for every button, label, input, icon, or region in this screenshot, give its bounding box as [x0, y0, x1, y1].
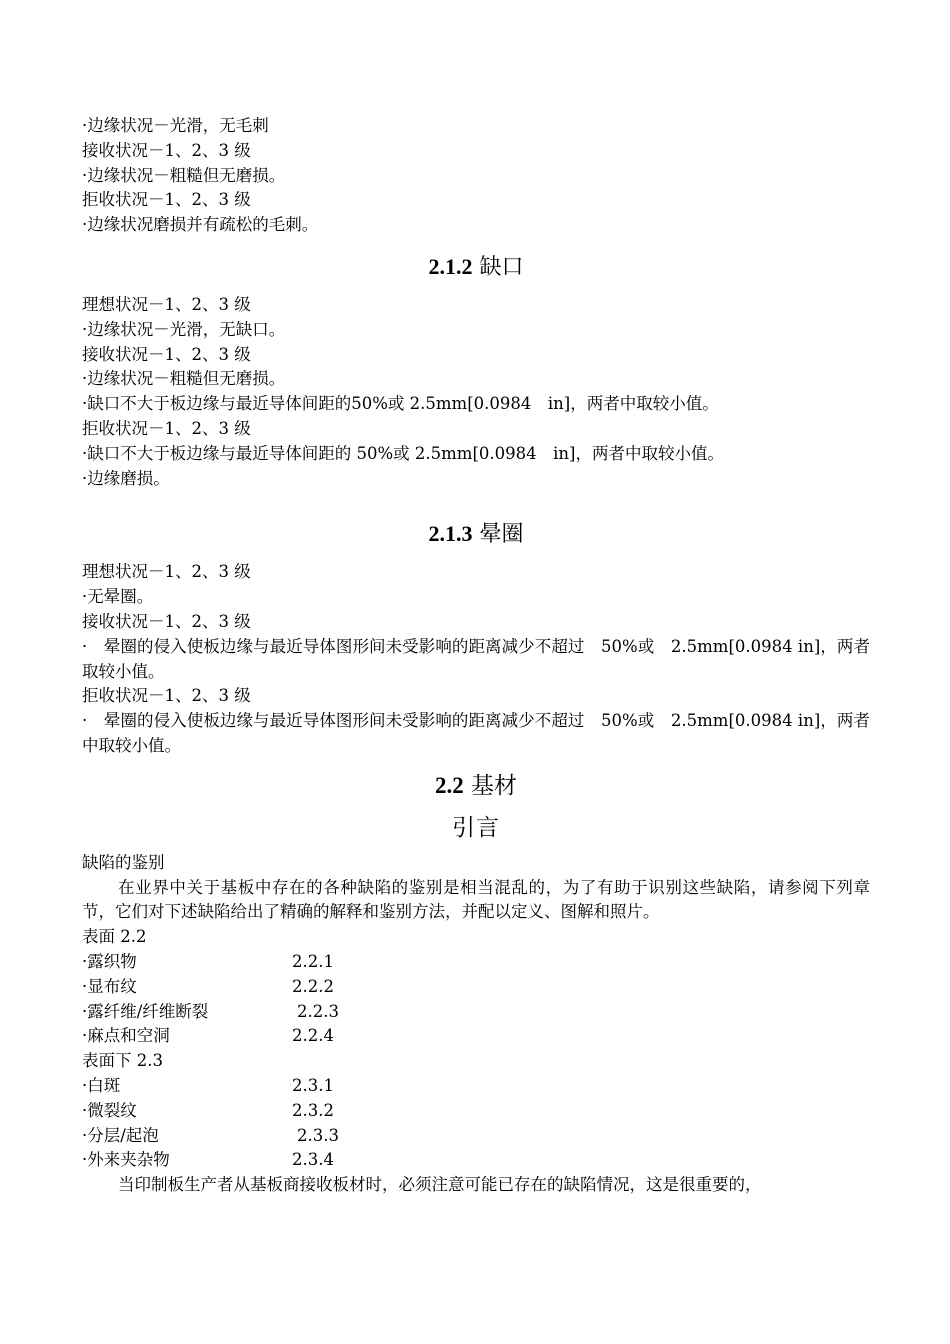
toc-row: [82, 975, 870, 1000]
toc-item-ref: 2.2.1: [292, 951, 334, 971]
paragraph-line: 拒收状况－1、2、3 级: [82, 686, 251, 706]
edge-condition-section: [82, 114, 870, 238]
paragraph-line: 拒收状况－1、2、3 级: [82, 190, 251, 210]
toc-item-name: ·露纤维/纤维断裂: [82, 1001, 209, 1021]
section-2-2-body: [82, 851, 870, 1198]
defect-heading: 缺陷的鉴别: [82, 852, 165, 872]
section-title: 晕圈: [472, 522, 524, 548]
toc-item-name: ·显布纹: [82, 976, 137, 996]
toc-item-ref: 2.3.4: [292, 1150, 334, 1170]
paragraph-line: ·缺口不大于板边缘与最近导体间距的50%或 2.5mm[0.0984 in]，两者中取较小值。: [82, 394, 719, 414]
paragraph-line: 接收状况－1、2、3 级: [82, 140, 251, 160]
toc-row: [82, 950, 870, 975]
section-number: 2.1.3: [428, 521, 473, 547]
toc-item-ref: 2.3.2: [292, 1100, 334, 1120]
toc-item-name: ·外来夹杂物: [82, 1150, 170, 1170]
section-number: 2.2: [434, 772, 464, 798]
toc-item-name: ·麻点和空洞: [82, 1026, 170, 1046]
paragraph-line: 理想状况－1、2、3 级: [82, 562, 251, 582]
closing-paragraph: 当印制板生产者从基板商接收板材时，必须注意可能已存在的缺陷情况，这是很重要的，: [118, 1175, 762, 1195]
toc-item-name: ·白斑: [82, 1075, 121, 1095]
section-title: 基材: [463, 772, 518, 799]
surface-label: 表面 2.2: [82, 927, 147, 947]
toc-row: [82, 1024, 870, 1049]
paragraph-line: ·边缘状况－光滑，无毛刺: [82, 116, 269, 135]
toc-item-ref: 2.2.3: [297, 1001, 339, 1021]
paragraph-line: · 晕圈的侵入使板边缘与最近导体图形间未受影响的距离减少不超过 50%或 2.5mm[0.0984 in]，两者中取较小值。: [82, 711, 870, 755]
toc-item-ref: 2.2.4: [292, 1026, 334, 1046]
paragraph-line: ·缺口不大于板边缘与最近导体间距的 50%或 2.5mm[0.0984 in]，两者中取较小值。: [82, 443, 724, 463]
paragraph-line: ·边缘状况－粗糙但无磨损。: [82, 369, 286, 389]
section-2-1-3-body: [82, 560, 870, 758]
toc-item-ref: 2.2.2: [292, 976, 334, 996]
document-page: [82, 114, 870, 1198]
paragraph-line: 理想状况－1、2、3 级: [82, 294, 251, 314]
toc-row: [82, 1148, 870, 1173]
toc-item-ref: 2.3.3: [297, 1125, 339, 1145]
paragraph-line: · 晕圈的侵入使板边缘与最近导体图形间未受影响的距离减少不超过 50%或 2.5mm[0.0984 in]，两者取较小值。: [82, 636, 870, 681]
section-heading-2-1-2: [82, 252, 870, 283]
toc-item-name: ·微裂纹: [82, 1100, 137, 1120]
toc-row: [82, 1099, 870, 1124]
toc-item-name: ·分层/起泡: [82, 1125, 159, 1145]
paragraph-line: 拒收状况－1、2、3 级: [82, 418, 251, 438]
subsection-title: 引言: [452, 814, 500, 841]
paragraph-line: ·边缘状况－光滑，无缺口。: [82, 319, 286, 339]
subsurface-label: 表面下 2.3: [82, 1051, 163, 1071]
toc-item-name: ·露织物: [82, 951, 137, 971]
toc-item-ref: 2.3.1: [292, 1075, 334, 1095]
paragraph-line: ·边缘磨损。: [82, 468, 170, 488]
section-heading-2-2: [82, 771, 870, 801]
paragraph-line: ·边缘状况－粗糙但无磨损。: [82, 165, 286, 185]
paragraph-line: 接收状况－1、2、3 级: [82, 611, 251, 631]
paragraph-line: ·无晕圈。: [82, 587, 154, 607]
section-title: 缺口: [472, 254, 524, 280]
paragraph-line: ·边缘状况磨损并有疏松的毛刺。: [82, 215, 319, 235]
toc-row: [82, 1074, 870, 1099]
intro-paragraph: 在业界中关于基板中存在的各种缺陷的鉴别是相当混乱的，为了有助于识别这些缺陷，请参阅下列章节，它们对下述缺陷给出了精确的解释和鉴别方法，并配以定义、图解和照片。: [82, 877, 870, 922]
toc-row: [82, 1000, 870, 1025]
paragraph-line: 接收状况－1、2、3 级: [82, 344, 251, 364]
section-number: 2.1.2: [428, 253, 473, 279]
section-heading-2-1-3: [82, 519, 870, 550]
toc-row: [82, 1124, 870, 1149]
section-2-1-2-body: [82, 293, 870, 491]
